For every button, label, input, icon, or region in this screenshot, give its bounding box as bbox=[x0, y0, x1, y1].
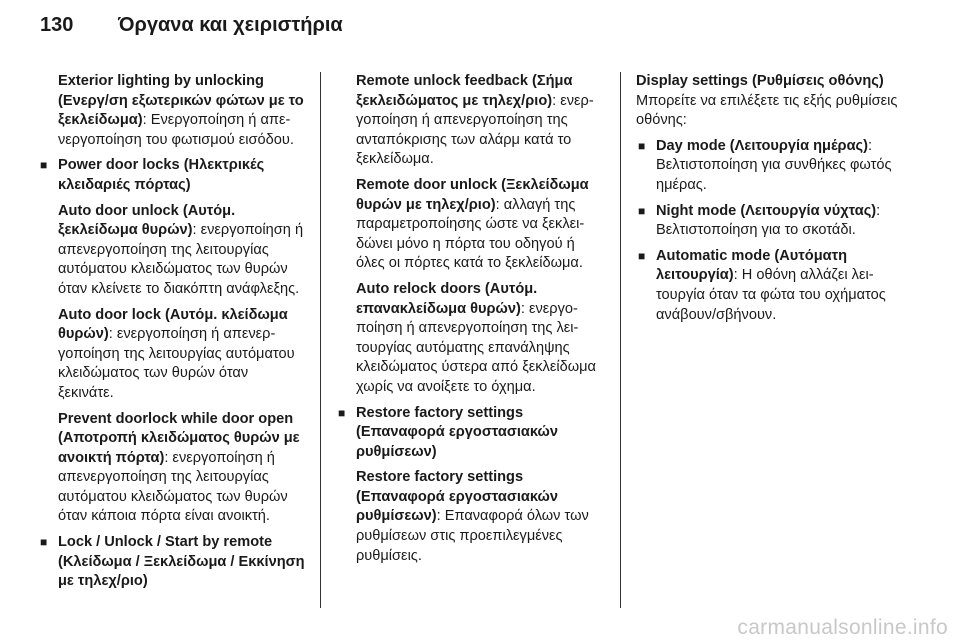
list-item bbox=[636, 137, 912, 196]
column-divider bbox=[320, 72, 321, 608]
option-name: Automatic mode (Αυτόματη λειτουργία) bbox=[656, 247, 848, 284]
section-heading: Power door locks (Ηλεκτρικές κλειδαριές πόρτας) bbox=[58, 157, 265, 193]
column-3 bbox=[636, 72, 912, 331]
option-name: Day mode (Λειτουργία ημέρας) bbox=[656, 137, 868, 154]
section-heading: Lock / Unlock / Start by remote (Κλείδωμα / Ξεκλείδωμα / Εκκίνηση με τηλεχ/ριο) bbox=[58, 534, 305, 590]
bullet-icon: ■ bbox=[338, 405, 346, 420]
paragraph bbox=[58, 306, 306, 404]
option-name: Remote door unlock (Ξεκλείδωμα θυρών με τηλεχ/ριο) bbox=[356, 176, 589, 213]
page-header bbox=[40, 14, 343, 37]
bullet-icon: ■ bbox=[40, 535, 48, 550]
option-description: : ενεργοποίηση ή απενεργοποίηση της λειτουργίας αυτόματου κλειδώματος των θυρών όταν κάποια πόρτα είναι ανοικτή. bbox=[58, 449, 288, 525]
list-item bbox=[636, 247, 912, 325]
paragraph bbox=[38, 72, 306, 150]
option-description: : ενεργοποίηση ή απενεργοποίηση της λειτουργίας αυτόματου κλειδώματος των θυρών όταν ξεκινάτε. bbox=[58, 326, 295, 401]
option-name: Remote unlock feedback (Σήμα ξεκλειδώματος με τηλεχ/ριο) bbox=[356, 73, 573, 109]
page-title: Όργανα και χειριστήρια bbox=[118, 14, 343, 36]
paragraph: Μπορείτε να επιλέξετε τις εξής ρυθμίσεις οθόνης: bbox=[636, 92, 898, 129]
column-divider bbox=[620, 72, 621, 608]
section-heading: Restore factory settings (Επαναφορά εργοστασιακών ρυθμίσεων) bbox=[356, 404, 558, 460]
paragraph bbox=[356, 468, 606, 566]
option-name: Prevent doorlock while door open (Αποτροπή κλειδώματος θυρών με ανοικτή πόρτα) bbox=[58, 410, 300, 466]
option-name: Restore factory settings (Επαναφορά εργοστασιακών ρυθμίσεων) bbox=[356, 469, 558, 525]
paragraph bbox=[336, 176, 606, 274]
column-1 bbox=[38, 72, 306, 598]
option-name: Auto door unlock (Αυτόμ. ξεκλείδωμα θυρών) bbox=[58, 202, 236, 239]
list-item bbox=[336, 404, 606, 567]
option-name: Auto relock doors (Αυτόμ. επανακλείδωμα θυρών) bbox=[356, 280, 538, 317]
paragraph bbox=[336, 280, 606, 398]
option-description: : ενεργοποίηση ή απενεργοποίηση της λειτουργίας αυτόματου κλειδώματος των θυρών όταν κλείνετε το διακόπτη ανάφλεξης. bbox=[58, 222, 304, 297]
option-description: : ενεργοποίηση ή απενεργοποίηση της λειτουργίας αυτόματης επανάληψης κλειδώματος ύστερα από ξεκλείδωμα χωρίς να ανοίξετε το όχημα. bbox=[356, 300, 596, 395]
paragraph bbox=[336, 72, 606, 170]
bullet-icon: ■ bbox=[638, 203, 646, 218]
bullet-icon: ■ bbox=[40, 158, 48, 173]
section-heading bbox=[636, 72, 912, 92]
option-description: : Βελτιστοποίηση για συνθήκες φωτός ημέρας. bbox=[656, 137, 892, 193]
option-description: : Ενεργοποίηση ή απενεργοποίηση του φωτισμού εισόδου. bbox=[58, 112, 294, 148]
option-description: : Βελτιστοποίηση για το σκοτάδι. bbox=[656, 202, 881, 239]
list-item bbox=[636, 202, 912, 241]
list-item bbox=[38, 156, 306, 527]
option-description: : Επαναφορά όλων των ρυθμίσεων στις προεπιλεγμένες ρυθμίσεις. bbox=[356, 508, 589, 564]
option-description: : αλλαγή της παραμετροποίησης ώστε να ξεκλειδώνει μόνο η πόρτα του οδηγού ή όλες οι πόρτες κατά το ξεκλείδωμα. bbox=[356, 196, 585, 272]
column-2 bbox=[336, 72, 606, 572]
option-description: : ενεργοποίηση ή απενεργοποίηση της ανταπόκρισης των αλάρμ κατά το ξεκλείδωμα. bbox=[356, 92, 594, 168]
page-number: 130 bbox=[40, 14, 74, 36]
watermark: carmanualsonline.info bbox=[737, 616, 948, 639]
paragraph bbox=[58, 202, 306, 300]
bullet-icon: ■ bbox=[638, 138, 646, 153]
option-description: : Η οθόνη αλλάζει λειτουργία όταν τα φώτα του οχήματος ανάβουν/σβήνουν. bbox=[656, 267, 886, 323]
heading-text: Display settings (Ρυθμίσεις οθόνης) bbox=[636, 73, 884, 89]
bullet-icon: ■ bbox=[638, 248, 646, 263]
option-name: Exterior lighting by unlocking (Ενεργ/ση εξωτερικών φώτων με το ξεκλείδωμα) bbox=[58, 73, 304, 129]
paragraph bbox=[58, 410, 306, 528]
option-name: Auto door lock (Αυτόμ. κλείδωμα θυρών) bbox=[58, 306, 288, 343]
list-item bbox=[38, 533, 306, 592]
option-name: Night mode (Λειτουργία νύχτας) bbox=[656, 202, 877, 219]
